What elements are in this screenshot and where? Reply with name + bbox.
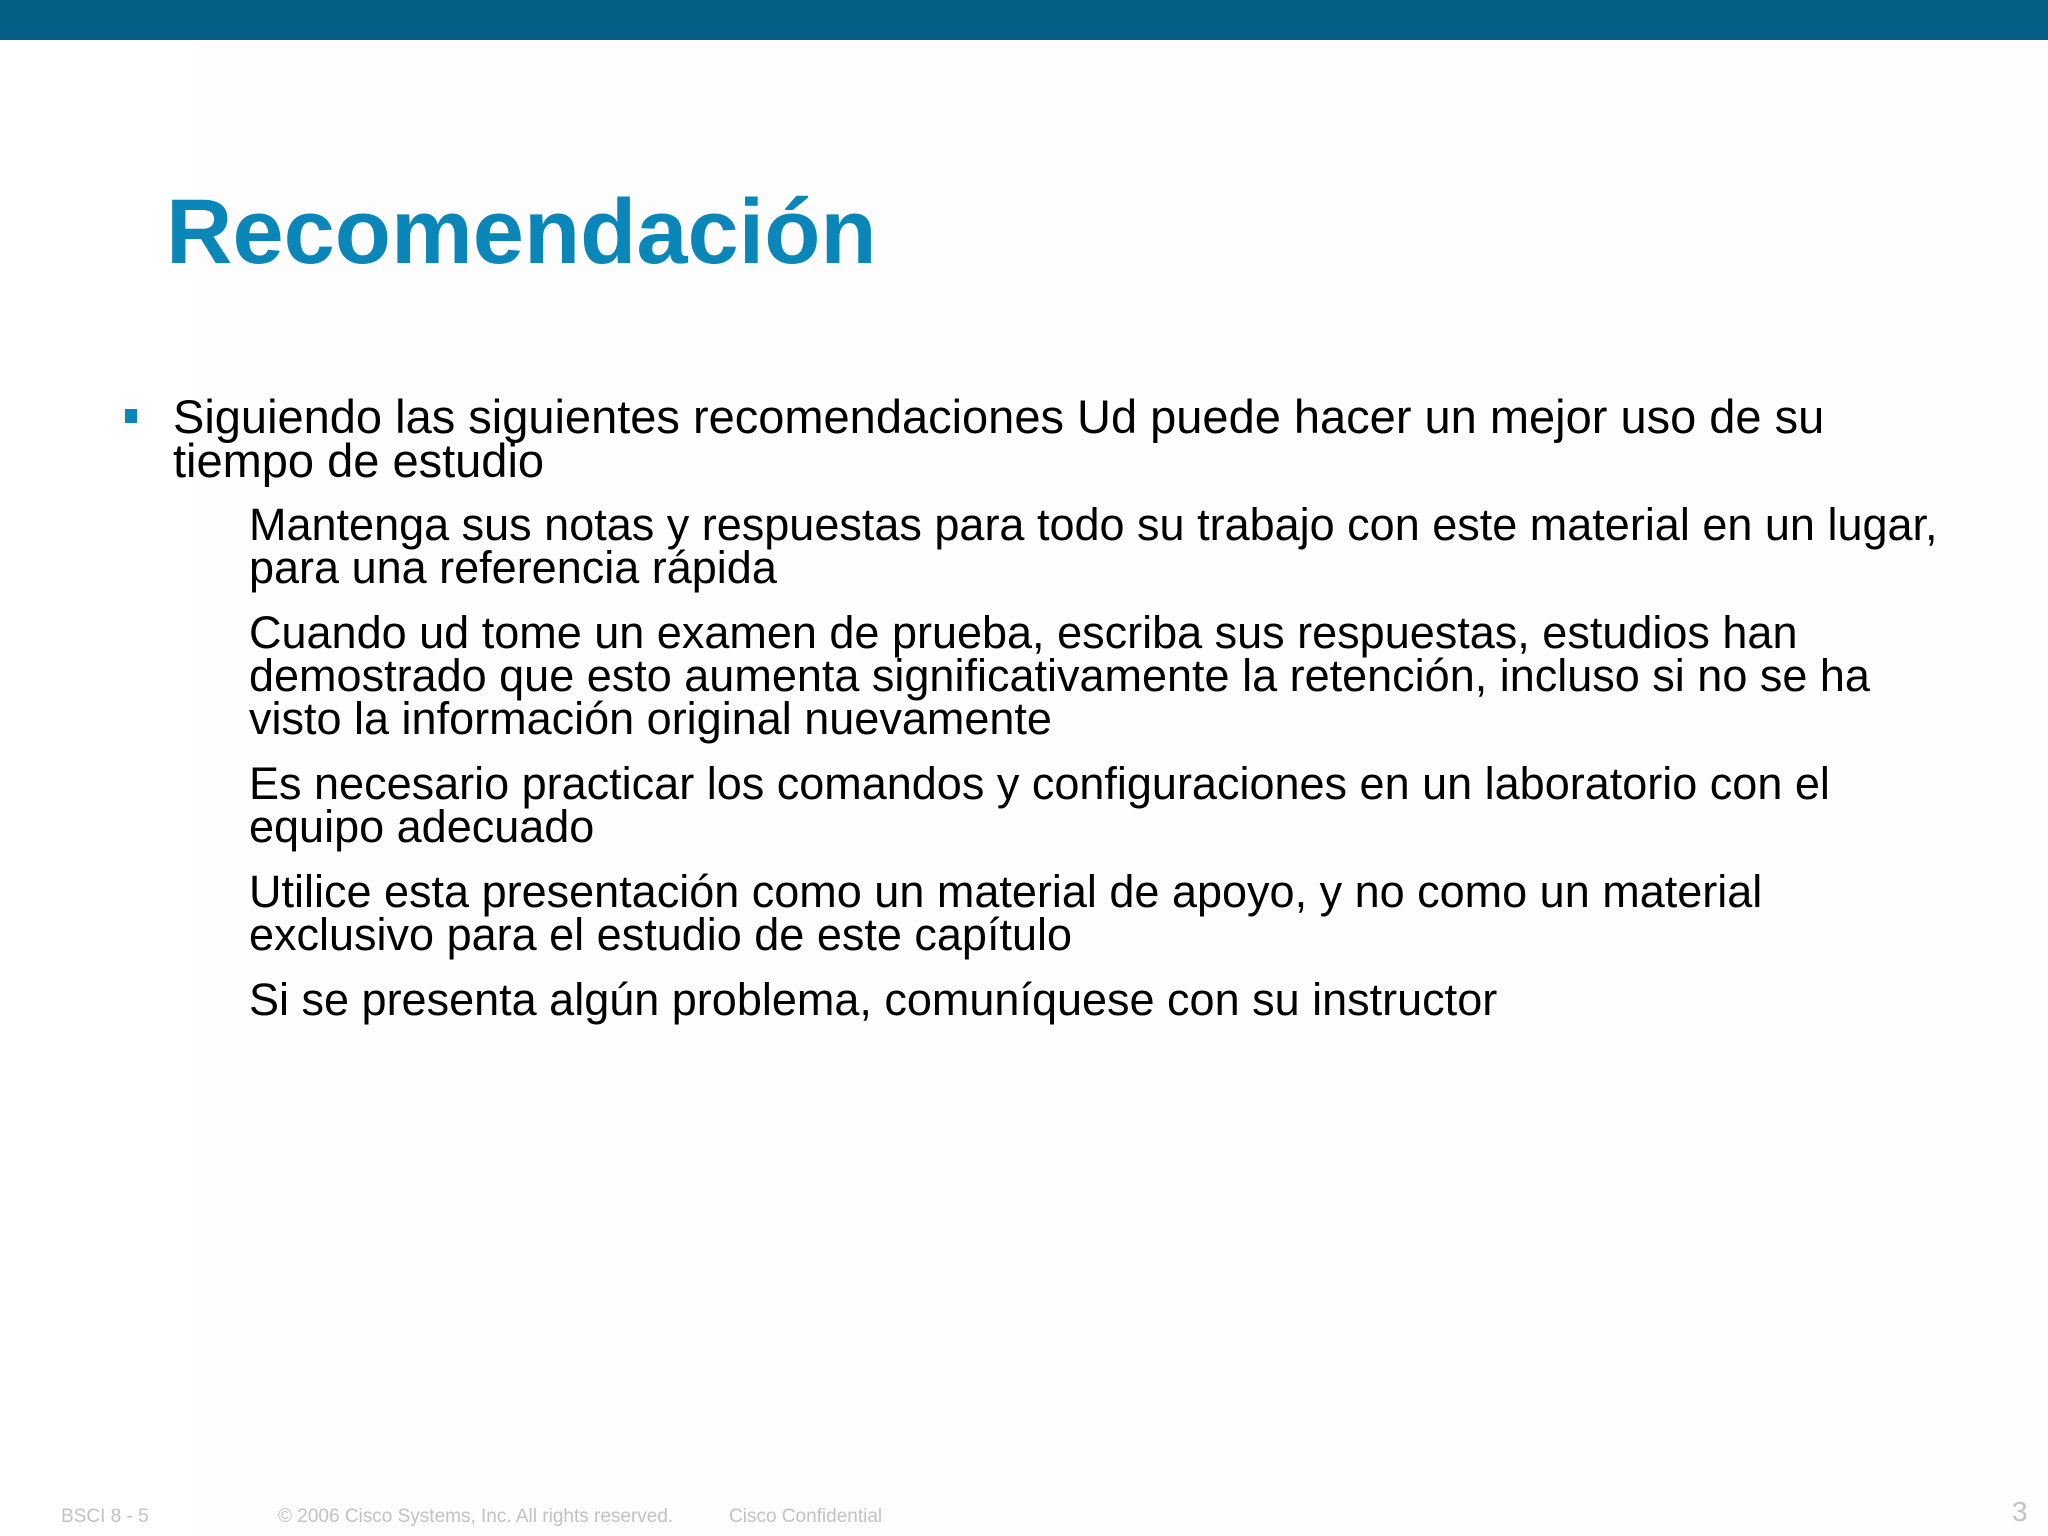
sub-bullet-item: Utilice esta presentación como un material de apoyo, y no como un material exclusivo para el estudio de este capítulo [249,866,1763,960]
footer-copyright: © 2006 Cisco Systems, Inc. All rights reserved. [278,1506,674,1527]
main-bullet-text: Siguiendo las siguientes recomendaciones Ud puede hacer un mejor uso de su tiempo de estudio [173,390,1825,487]
top-header-bar [0,0,2048,40]
sub-bullet-item: Cuando ud tome un examen de prueba, escriba sus respuestas, estudios han demostrado que esto aumenta significativamente la retención, incluso si no se ha visto la información original nuevamente [249,607,1870,744]
sub-bullet-item: Si se presenta algún problema, comuníquese con su instructor [249,974,1498,1025]
slide-content [0,390,2048,1043]
sub-bullet-list [0,499,2048,1025]
square-bullet-icon [125,409,137,423]
footer-course-code: BSCI 8 - 5 [61,1506,149,1527]
slide-page-number: 3 [2012,1496,2028,1527]
slide-title: Recomendación [166,181,877,283]
footer-confidential: Cisco Confidential [729,1506,883,1527]
sub-bullet-item: Mantenga sus notas y respuestas para todo su trabajo con este material en un lugar, para una referencia rápida [249,499,1938,593]
sub-bullet-item: Es necesario practicar los comandos y configuraciones en un laboratorio con el equipo adecuado [249,758,1830,852]
main-bullet-item [173,390,1933,487]
